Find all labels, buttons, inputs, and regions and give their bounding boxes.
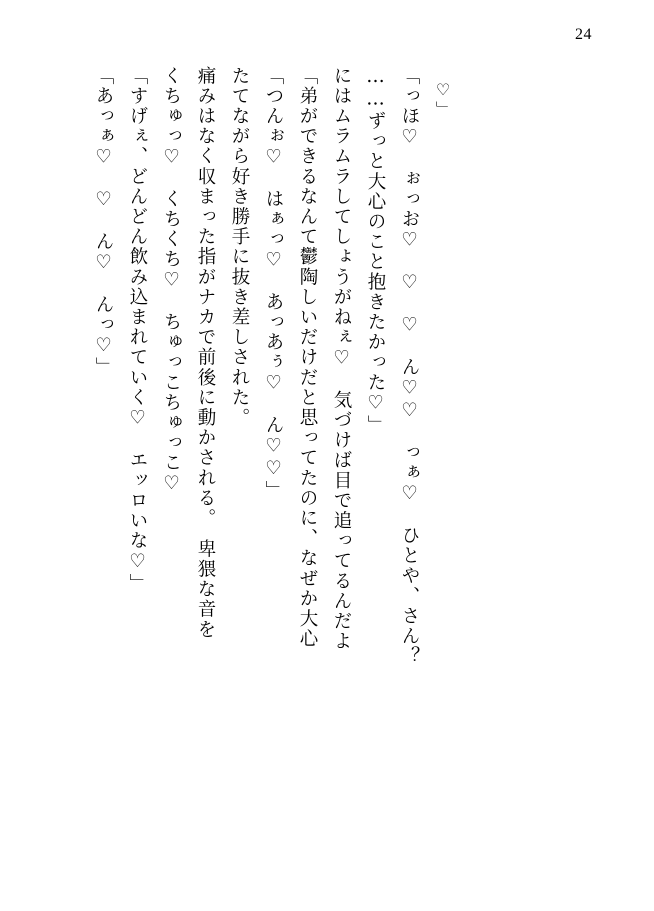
text-column: たてながら好き勝手に抜き差しされた。 <box>229 66 250 428</box>
text-column: ……ずっと大心のこと抱きたかった♡」 <box>365 66 386 436</box>
page-number: 24 <box>575 26 592 43</box>
text-column: 「っほ♡ ぉっお♡ ♡ ♡ ん♡♡ っぁ♡ ひとや、さん？ <box>399 66 420 667</box>
text-column: 「あっぁ♡ ♡ ん♡ んっ♡」 <box>93 66 114 378</box>
text-column: にはムラムラしてしょうがねぇ♡ 気づけば目で追ってるんだよ <box>331 66 352 652</box>
text-column: 「すげぇ、どんどん飲み込まれていく♡ エッロいな♡」 <box>127 66 148 594</box>
text-column: くちゅっ♡ くちくち♡ ちゅっこちゅっこ♡ <box>161 66 182 496</box>
text-column: 「弟ができるなんて鬱陶しいだけだと思ってたのに、なぜか大心 <box>297 66 318 649</box>
text-column: ♡」 <box>433 80 451 119</box>
body-text-block <box>78 66 598 856</box>
text-column: 痛みはなく収まった指がナカで前後に動かされる。 卑猥な音を <box>195 66 216 640</box>
text-column: 「つんぉ♡ はぁっ♡ あっあぅ♡ ん♡♡」 <box>263 66 284 501</box>
